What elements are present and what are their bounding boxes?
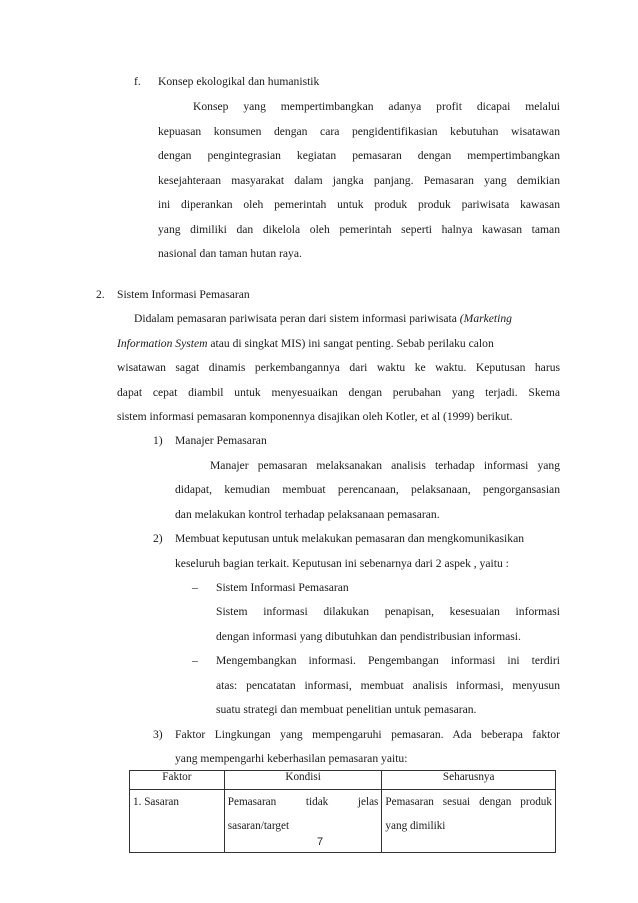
section2-p1-line2 xyxy=(117,337,494,350)
bullet-title: Mengembangkan informasi. Pengembangan informasi ini terdiri xyxy=(216,654,560,667)
table-header-row xyxy=(130,771,556,790)
section2-p1-line: dapat cepat diambil untuk menyesuaikan dengan perubahan yang terjadi. Skema xyxy=(117,386,560,399)
sub2-line: Membuat keputusan untuk melakukan pemasaran dan mengkomunikasikan xyxy=(175,532,525,545)
bullet-line: dengan informasi yang dibutuhkan dan pendistribusian informasi. xyxy=(216,630,521,643)
sub3-marker: 3) xyxy=(153,728,163,741)
sub2-line: keseluruh bagian terkait. Keputusan ini sebenarnya dari 2 aspek , yaitu : xyxy=(175,557,509,570)
item-f-line: ini diperankan oleh pemerintah untuk produk produk pariwisata kawasan xyxy=(158,198,560,211)
bullet-line: suatu strategi dan membuat penelitian untuk pemasaran. xyxy=(216,703,477,716)
item-f-line: kepuasan konsumen dengan cara pengidentifikasian kebutuhan wisatawan xyxy=(158,125,560,138)
section2-p1-text: atau di singkat MIS) ini sangat penting. Sebab perilaku calon xyxy=(207,337,494,350)
table-header: Faktor xyxy=(130,771,225,790)
sub2-marker: 2) xyxy=(153,532,163,545)
item-f-line: dengan pengintegrasian kegiatan pemasaran dengan mempertimbangkan xyxy=(158,149,560,162)
section2-p1-line: sistem informasi pemasaran komponennya disajikan oleh Kotler, et al (1999) berikut. xyxy=(117,410,513,423)
item-f-title: Konsep ekologikal dan humanistik xyxy=(158,75,320,88)
section2-p1-line: wisatawan sagat dinamis perkembangannya dari waktu ke waktu. Keputusan harus xyxy=(117,361,560,374)
bullet-line: atas: pencatatan informasi, membuat analisis informasi, menyusun xyxy=(216,679,560,692)
section-number: 2. xyxy=(96,288,105,301)
page-number: 7 xyxy=(316,836,324,848)
section-title: Sistem Informasi Pemasaran xyxy=(117,288,250,301)
item-f-line: Konsep yang mempertimbangkan adanya profit dicapai melalui xyxy=(193,100,560,113)
sub1-title: Manajer Pemasaran xyxy=(175,434,267,447)
factor-table xyxy=(129,770,556,853)
table-header: Seharusnya xyxy=(382,771,556,790)
sub3-line: Faktor Lingkungan yang mempengaruhi pemasaran. Ada beberapa faktor xyxy=(175,728,560,741)
bullet-title: Sistem Informasi Pemasaran xyxy=(216,581,349,594)
section2-p1-text: Didalam pemasaran pariwisata peran dari sistem informasi pariwisata xyxy=(134,312,460,325)
table-cell-seharusnya: Pemasaran sesuai dengan produk yang dimiliki xyxy=(382,790,556,853)
table-cell-faktor: 1. Sasaran xyxy=(130,790,225,853)
table-cell-kondisi: Pemasaran tidak jelas sasaran/target xyxy=(224,790,382,853)
sub1-marker: 1) xyxy=(153,434,163,447)
bullet-line: Sistem informasi dilakukan penapisan, kesesuaian informasi xyxy=(216,605,560,618)
section2-p1-italic: (Marketing xyxy=(459,312,512,325)
sub1-line: Manajer pemasaran melaksanakan analisis terhadap informasi yang xyxy=(210,459,560,472)
sub1-line: didapat, kemudian membuat perencanaan, pelaksanaan, pengorgansasian xyxy=(175,483,560,496)
bullet-marker: – xyxy=(192,581,198,594)
item-f-line: kesejahteraan masyarakat dalam jangka panjang. Pemasaran yang demikian xyxy=(158,174,560,187)
bullet-marker: – xyxy=(192,654,198,667)
table-row xyxy=(130,790,556,853)
sub1-line: dan melakukan kontrol terhadap pelaksanaan pemasaran. xyxy=(175,508,440,521)
section2-p1-line1 xyxy=(134,312,560,325)
sub3-line: yang mempengarhi keberhasilan pemasaran yaitu: xyxy=(175,752,408,765)
item-f-line: nasional dan taman hutan raya. xyxy=(158,247,302,260)
table-header: Kondisi xyxy=(224,771,382,790)
item-f-line: yang dimiliki dan dikelola oleh pemerintah seperti halnya kawasan taman xyxy=(158,223,560,236)
item-f-marker: f. xyxy=(134,75,141,88)
section2-p1-italic: Information System xyxy=(117,337,208,350)
